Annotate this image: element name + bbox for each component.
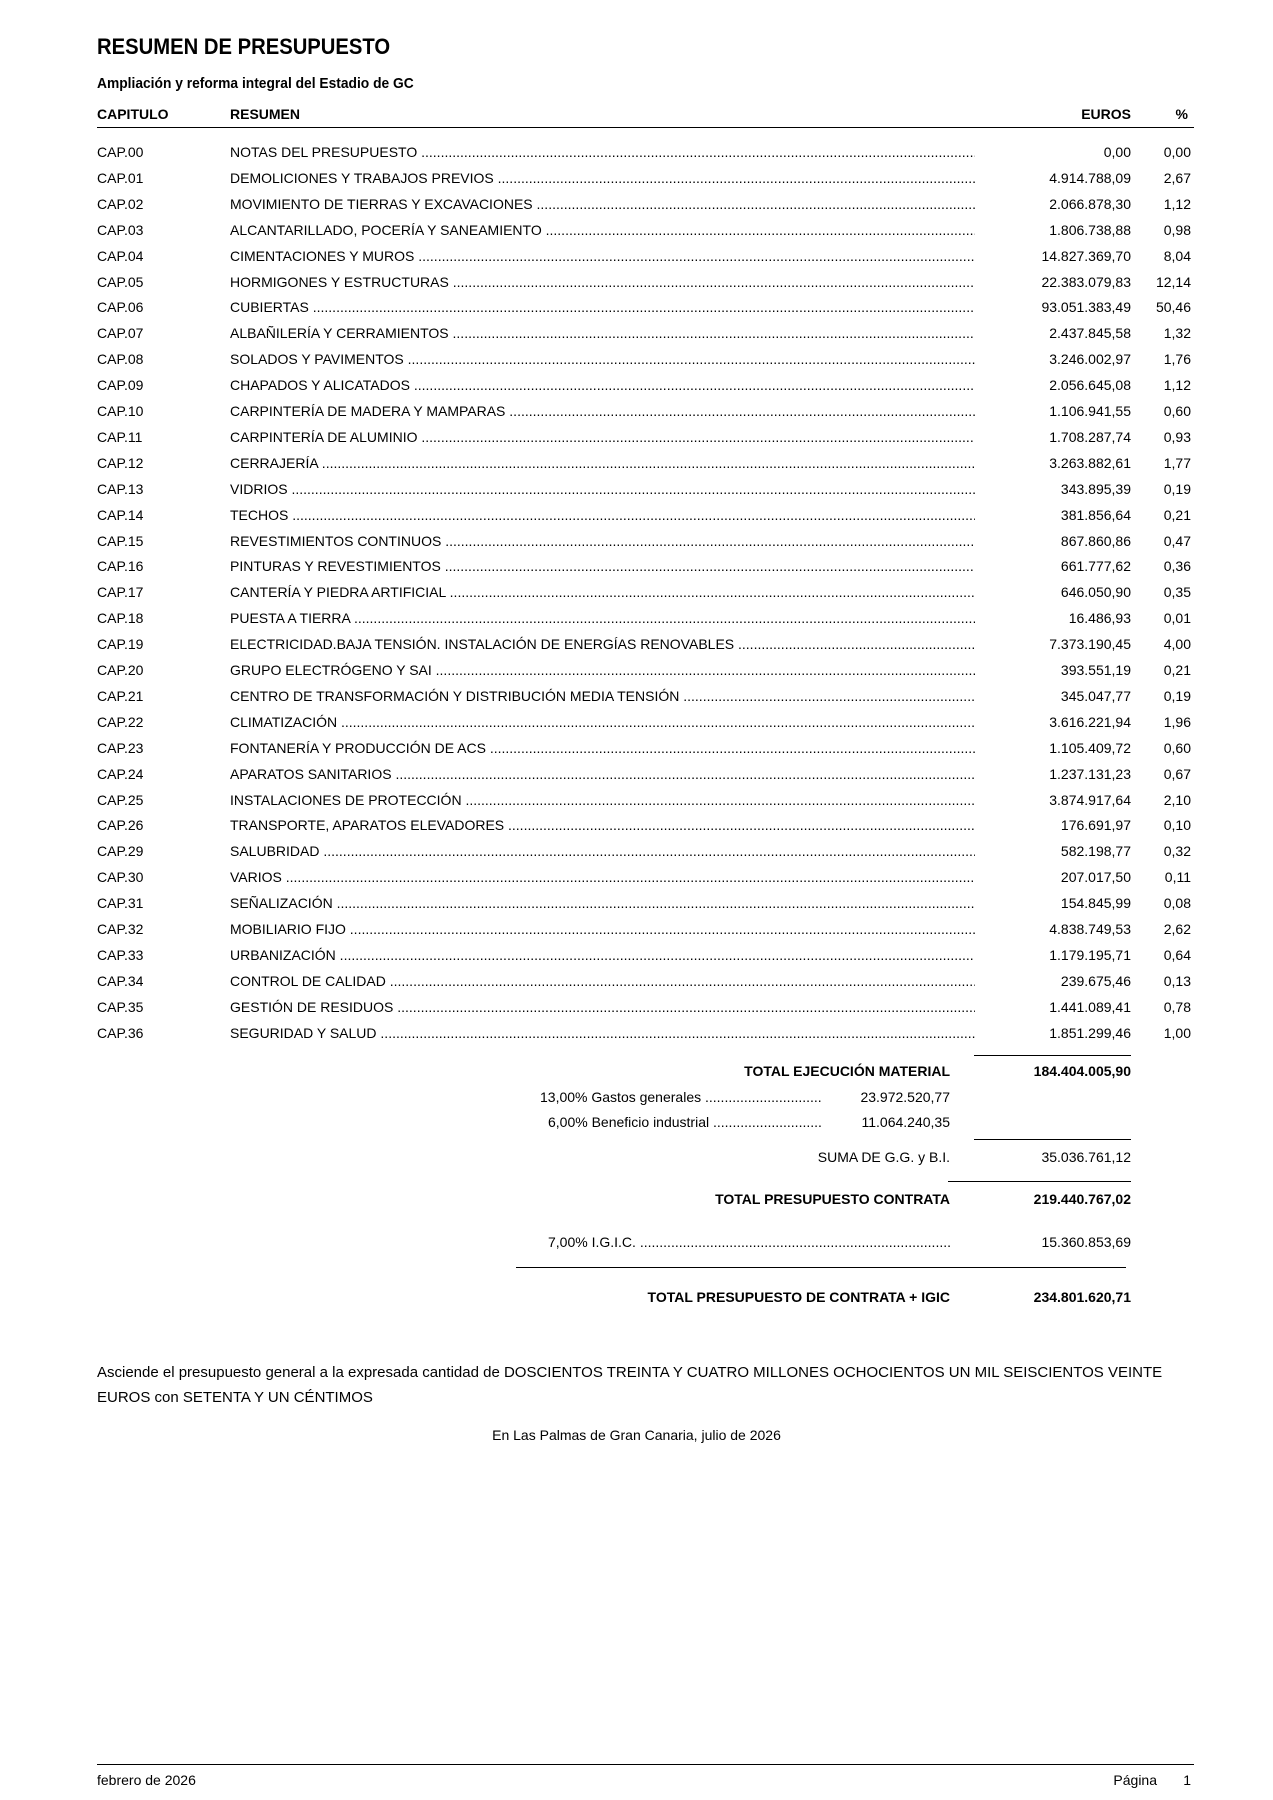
table-row [0, 583, 1273, 609]
total-contrata-value: 219.440.767,02 [1033, 1191, 1131, 1207]
chapter-amount: 1.179.195,71 [1049, 946, 1131, 963]
table-row [0, 402, 1273, 428]
igic-value: 15.360.853,69 [1041, 1234, 1131, 1250]
chapter-amount: 3.263.882,61 [1049, 454, 1131, 471]
chapter-description: PINTURAS Y REVESTIMIENTOS ..... [230, 557, 975, 575]
chapter-amount: 239.675,46 [1060, 972, 1131, 989]
chapter-description: HORMIGONES Y ESTRUCTURAS ..... [230, 273, 975, 291]
chapter-amount: 4.838.749,53 [1049, 921, 1131, 937]
table-row [0, 765, 1273, 791]
footer-rule [97, 1764, 1194, 1765]
chapter-percent: 0,19 [1163, 480, 1191, 497]
chapter-percent: 0,60 [1163, 739, 1191, 756]
footer-page-number: 1 [1183, 1772, 1191, 1788]
chapter-amount: 343.895,39 [1060, 480, 1131, 497]
chapter-code: CAP.21 [97, 687, 144, 704]
table-row [0, 454, 1273, 480]
chapter-code: CAP.26 [97, 817, 144, 834]
chapter-percent: 0,35 [1163, 584, 1191, 601]
table-row [0, 687, 1273, 713]
chapter-description: PUESTA A TIERRA ..... [230, 609, 975, 627]
chapter-percent: 0,64 [1163, 946, 1191, 963]
footer-date: febrero de 2026 [97, 1772, 196, 1788]
chapter-code: CAP.13 [97, 480, 144, 497]
chapter-code: CAP.35 [97, 998, 144, 1015]
chapter-description: CHAPADOS Y ALICATADOS ..... [230, 376, 975, 394]
table-row [0, 532, 1273, 558]
chapter-amount: 176.691,97 [1060, 817, 1131, 834]
suma-value: 35.036.761,12 [1041, 1149, 1131, 1165]
table-row [0, 557, 1273, 583]
suma-label: SUMA DE G.G. y B.I. [817, 1149, 950, 1165]
chapter-description: FONTANERÍA Y PRODUCCIÓN DE ACS ..... [230, 739, 975, 757]
table-row [0, 376, 1273, 402]
chapter-percent: 50,46 [1155, 299, 1191, 316]
table-row [0, 739, 1273, 765]
chapter-percent: 2,10 [1163, 791, 1191, 808]
chapter-description: TECHOS ..... [230, 506, 975, 524]
amount-in-words: Asciende el presupuesto general a la expresada cantidad de DOSCIENTOS TREINTA Y CUATRO MILLONES OCHOCIENTOS UN MIL SEISCIENTOS VEINTE EUROS con SETENTA Y UN CÉNTIMOS [97, 1364, 1163, 1406]
igic-label: 7,00% I.G.I.C. ..... [548, 1234, 950, 1250]
chapter-percent: 0,21 [1163, 506, 1191, 523]
contrata-rule [948, 1181, 1131, 1182]
table-row [0, 350, 1273, 376]
chapter-percent: 8,04 [1163, 247, 1191, 264]
chapter-percent: 12,14 [1155, 273, 1191, 290]
page-title: RESUMEN DE PRESUPUESTO [97, 34, 391, 59]
chapter-description: ALBAÑILERÍA Y CERRAMIENTOS ..... [230, 324, 975, 342]
table-row [0, 661, 1273, 687]
table-row [0, 894, 1273, 920]
table-row [0, 609, 1273, 635]
table-row [0, 998, 1273, 1024]
chapter-code: CAP.19 [97, 636, 144, 653]
chapter-description: TRANSPORTE, APARATOS ELEVADORES ..... [230, 816, 975, 834]
chapter-code: CAP.09 [97, 377, 144, 394]
chapter-percent: 1,32 [1163, 325, 1191, 342]
chapter-amount: 1.105.409,72 [1049, 739, 1131, 756]
gastos-generales-label: 13,00% Gastos generales ..... [540, 1089, 822, 1105]
chapter-amount: 3.874.917,64 [1049, 791, 1131, 808]
chapter-amount: 14.827.369,70 [1041, 247, 1131, 264]
gastos-generales-value: 23.972.520,77 [856, 1089, 950, 1105]
table-row [0, 868, 1273, 894]
header-resumen: RESUMEN [230, 106, 301, 122]
table-row [0, 972, 1273, 998]
final-rule [516, 1267, 1126, 1268]
chapter-code: CAP.23 [97, 739, 144, 756]
total-final-value: 234.801.620,71 [1033, 1289, 1131, 1305]
beneficio-industrial-label: 6,00% Beneficio industrial ..... [548, 1114, 822, 1130]
chapter-description: ALCANTARILLADO, POCERÍA Y SANEAMIENTO ..... [230, 221, 975, 239]
table-row [0, 791, 1273, 817]
chapter-code: CAP.07 [97, 325, 144, 342]
table-row [0, 298, 1273, 324]
chapter-amount: 7.373.190,45 [1049, 636, 1131, 653]
chapter-percent: 0,19 [1163, 687, 1191, 704]
chapter-description: CARPINTERÍA DE MADERA Y MAMPARAS ..... [230, 402, 975, 420]
header-euros: EUROS [1081, 106, 1131, 122]
chapter-percent: 0,32 [1163, 843, 1191, 860]
table-row [0, 195, 1273, 221]
total-material-value: 184.404.005,90 [1033, 1063, 1131, 1079]
chapter-amount: 2.066.878,30 [1049, 195, 1131, 212]
chapter-amount: 3.246.002,97 [1049, 351, 1131, 368]
chapter-percent: 4,00 [1163, 636, 1191, 653]
chapter-description: CENTRO DE TRANSFORMACIÓN Y DISTRIBUCIÓN MEDIA TENSIÓN ..... [230, 687, 975, 705]
chapter-code: CAP.31 [97, 895, 144, 912]
chapter-amount: 4.914.788,09 [1049, 169, 1131, 186]
table-row [0, 143, 1273, 169]
chapter-percent: 0,08 [1163, 895, 1191, 912]
chapter-amount: 22.383.079,83 [1041, 273, 1131, 290]
table-row [0, 221, 1273, 247]
chapter-description: VIDRIOS ..... [230, 480, 975, 498]
chapter-percent: 1,12 [1163, 195, 1191, 212]
chapter-percent: 0,67 [1163, 765, 1191, 782]
chapter-percent: 0,00 [1163, 144, 1191, 160]
chapter-percent: 1,12 [1163, 377, 1191, 394]
chapter-description: CUBIERTAS ..... [230, 298, 975, 316]
table-row [0, 1024, 1273, 1050]
chapter-percent: 1,77 [1163, 454, 1191, 471]
chapter-description: URBANIZACIÓN ..... [230, 946, 975, 964]
chapter-code: CAP.24 [97, 765, 144, 782]
chapter-percent: 1,76 [1163, 351, 1191, 368]
chapter-description: SEÑALIZACIÓN ..... [230, 894, 975, 912]
chapter-description: REVESTIMIENTOS CONTINUOS ..... [230, 532, 975, 550]
chapter-amount: 1.237.131,23 [1049, 765, 1131, 782]
table-row [0, 324, 1273, 350]
chapter-code: CAP.16 [97, 558, 144, 575]
place-date: En Las Palmas de Gran Canaria, julio de 2026 [492, 1427, 781, 1443]
chapter-code: CAP.00 [97, 144, 144, 160]
chapter-code: CAP.01 [97, 169, 144, 186]
chapter-description: CONTROL DE CALIDAD ..... [230, 972, 975, 990]
chapter-description: CANTERÍA Y PIEDRA ARTIFICIAL ..... [230, 583, 975, 601]
chapter-code: CAP.22 [97, 713, 144, 730]
chapter-code: CAP.08 [97, 351, 144, 368]
chapter-amount: 867.860,86 [1060, 532, 1131, 549]
chapter-amount: 1.851.299,46 [1049, 1024, 1131, 1041]
total-material-label: TOTAL EJECUCIÓN MATERIAL [744, 1063, 950, 1079]
chapter-description: SALUBRIDAD ..... [230, 842, 975, 860]
table-row [0, 713, 1273, 739]
header-capitulo: CAPITULO [97, 106, 169, 122]
chapter-percent: 0,78 [1163, 998, 1191, 1015]
material-rule [974, 1055, 1131, 1056]
chapter-code: CAP.33 [97, 946, 144, 963]
table-row [0, 816, 1273, 842]
chapter-amount: 207.017,50 [1060, 869, 1131, 886]
chapter-amount: 582.198,77 [1060, 843, 1131, 860]
chapter-description: SOLADOS Y PAVIMENTOS ..... [230, 350, 975, 368]
table-row [0, 273, 1273, 299]
chapter-percent: 0,21 [1163, 662, 1191, 678]
chapter-description: GESTIÓN DE RESIDUOS ..... [230, 998, 975, 1016]
chapter-percent: 0,01 [1163, 610, 1191, 627]
chapter-amount: 661.777,62 [1060, 558, 1131, 575]
chapter-code: CAP.14 [97, 506, 144, 523]
chapter-amount: 381.856,64 [1060, 506, 1131, 523]
footer-page-label: Página [1113, 1772, 1157, 1788]
header-rule [97, 127, 1194, 128]
chapter-description: DEMOLICIONES Y TRABAJOS PREVIOS ..... [230, 169, 975, 187]
total-contrata-label: TOTAL PRESUPUESTO CONTRATA [715, 1191, 950, 1207]
chapter-percent: 0,47 [1163, 532, 1191, 549]
chapter-percent: 0,60 [1163, 403, 1191, 419]
chapter-description: VARIOS ..... [230, 868, 975, 886]
chapter-code: CAP.36 [97, 1024, 144, 1041]
chapter-code: CAP.30 [97, 869, 144, 886]
chapter-code: CAP.05 [97, 273, 144, 290]
header-percent: % [1175, 106, 1188, 122]
chapter-code: CAP.12 [97, 454, 144, 471]
beneficio-industrial-value: 11.064.240,35 [858, 1114, 951, 1130]
table-row [0, 635, 1273, 661]
table-row [0, 480, 1273, 506]
chapter-code: CAP.29 [97, 843, 144, 860]
chapter-amount: 646.050,90 [1060, 584, 1131, 601]
suma-rule [974, 1139, 1131, 1140]
chapter-amount: 16.486,93 [1068, 610, 1131, 627]
chapter-description: CERRAJERÍA ..... [230, 454, 975, 472]
chapter-code: CAP.03 [97, 221, 144, 238]
chapter-description: CIMENTACIONES Y MUROS ..... [230, 247, 975, 265]
chapter-code: CAP.18 [97, 610, 144, 627]
chapter-amount: 154.845,99 [1060, 895, 1131, 912]
table-row [0, 920, 1273, 946]
chapter-percent: 2,67 [1163, 169, 1191, 186]
chapter-percent: 0,13 [1163, 972, 1191, 989]
chapter-code: CAP.32 [97, 921, 144, 937]
chapter-code: CAP.02 [97, 195, 144, 212]
chapter-description: CLIMATIZACIÓN ..... [230, 713, 975, 731]
chapter-percent: 0,93 [1163, 428, 1191, 445]
chapter-amount: 2.437.845,58 [1049, 325, 1131, 342]
table-row [0, 169, 1273, 195]
table-row [0, 506, 1273, 532]
chapter-description: INSTALACIONES DE PROTECCIÓN ..... [230, 791, 975, 809]
table-row [0, 842, 1273, 868]
chapter-amount: 1.806.738,88 [1049, 221, 1131, 238]
chapter-code: CAP.15 [97, 532, 144, 549]
chapter-description: MOVIMIENTO DE TIERRAS Y EXCAVACIONES ..... [230, 195, 975, 213]
chapter-description: MOBILIARIO FIJO ..... [230, 920, 975, 938]
chapter-amount: 2.056.645,08 [1049, 377, 1131, 394]
chapter-description: APARATOS SANITARIOS ..... [230, 765, 975, 783]
chapter-code: CAP.20 [97, 662, 144, 678]
chapter-code: CAP.11 [97, 428, 143, 445]
chapter-percent: 0,11 [1164, 869, 1191, 886]
chapter-code: CAP.34 [97, 972, 144, 989]
chapter-description: ELECTRICIDAD.BAJA TENSIÓN. INSTALACIÓN DE ENERGÍAS RENOVABLES ..... [230, 635, 975, 653]
chapter-code: CAP.25 [97, 791, 144, 808]
chapter-code: CAP.17 [97, 584, 144, 601]
chapter-code: CAP.10 [97, 403, 144, 419]
chapter-percent: 0,98 [1163, 221, 1191, 238]
project-subtitle: Ampliación y reforma integral del Estadio de GC [97, 75, 414, 92]
chapter-description: SEGURIDAD Y SALUD ..... [230, 1024, 975, 1042]
chapter-amount: 93.051.383,49 [1041, 299, 1131, 316]
chapter-amount: 1.106.941,55 [1049, 403, 1131, 419]
chapter-amount: 3.616.221,94 [1049, 713, 1131, 730]
table-row [0, 247, 1273, 273]
chapter-amount: 1.708.287,74 [1049, 428, 1131, 445]
chapter-percent: 1,00 [1163, 1024, 1191, 1041]
chapter-percent: 2,62 [1163, 921, 1191, 937]
chapter-description: GRUPO ELECTRÓGENO Y SAI ..... [230, 661, 975, 679]
chapter-amount: 0,00 [1103, 144, 1131, 160]
chapter-amount: 1.441.089,41 [1049, 998, 1131, 1015]
chapter-amount: 345.047,77 [1060, 687, 1131, 704]
chapter-description: NOTAS DEL PRESUPUESTO ..... [230, 143, 975, 161]
total-final-label: TOTAL PRESUPUESTO DE CONTRATA + IGIC [647, 1289, 950, 1305]
chapter-amount: 393.551,19 [1060, 662, 1131, 678]
chapter-code: CAP.06 [97, 299, 144, 316]
chapter-percent: 0,10 [1163, 817, 1191, 834]
table-row [0, 946, 1273, 972]
chapter-code: CAP.04 [97, 247, 144, 264]
chapter-percent: 0,36 [1163, 558, 1191, 575]
chapter-description: CARPINTERÍA DE ALUMINIO ..... [230, 428, 975, 446]
table-row [0, 428, 1273, 454]
chapter-percent: 1,96 [1163, 713, 1191, 730]
